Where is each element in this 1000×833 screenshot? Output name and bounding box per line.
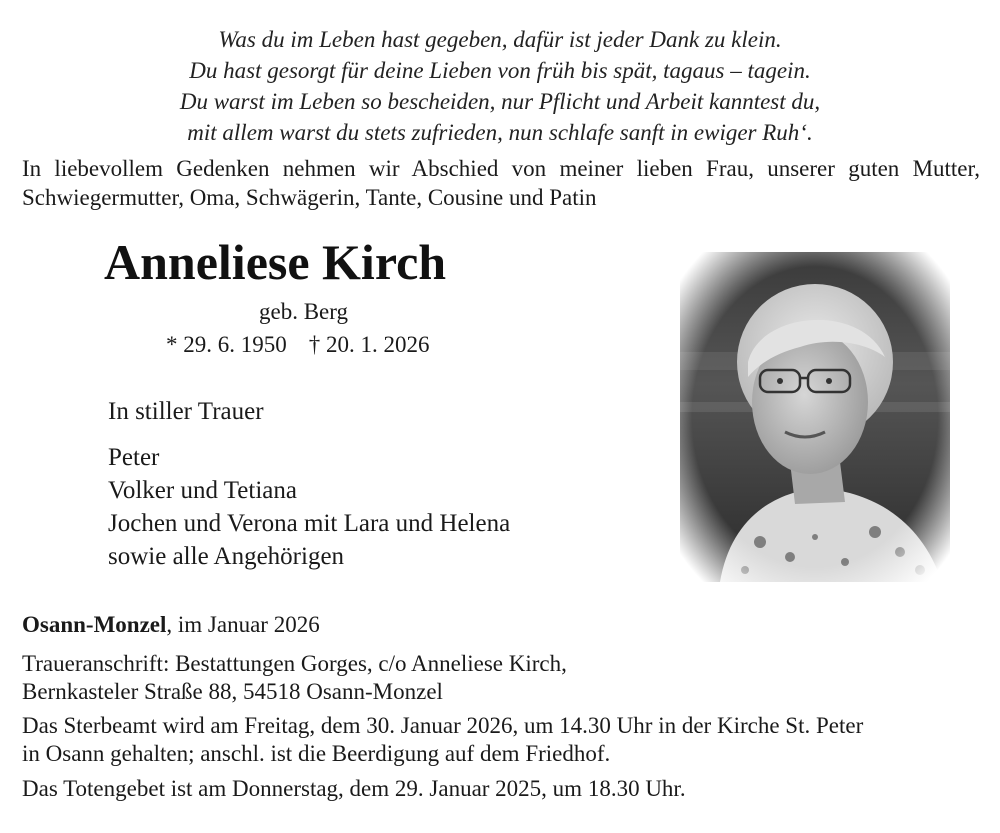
life-dates — [166, 330, 430, 360]
birth-date: * 29. 6. 1950 — [166, 332, 287, 357]
intro-text: In liebevollem Gedenken nehmen wir Abschied von meiner lieben Frau, unserer guten Mutter, Schwiegermutter, Oma, Schwägerin, Tante, Cousine und Patin — [22, 156, 980, 210]
deceased-name: Anneliese Kirch — [104, 234, 447, 290]
mourner: sowie alle Angehörigen — [108, 543, 345, 570]
portrait-illustration — [680, 252, 950, 582]
poem-line: Du hast gesorgt für deine Lieben von früh bis spät, tagaus – tagein. — [189, 58, 811, 83]
service-line: in Osann gehalten; anschl. ist die Beerdigung auf dem Friedhof. — [22, 741, 611, 766]
address-line: Traueranschrift: Bestattungen Gorges, c/o Anneliese Kirch, — [22, 651, 567, 676]
mourning-address — [22, 650, 980, 706]
mourner: Jochen und Verona mit Lara und Helena — [108, 510, 511, 537]
mourners-list — [108, 441, 510, 573]
place-town: Osann-Monzel — [22, 612, 167, 637]
place-month: , im Januar 2026 — [166, 612, 320, 637]
birth-name: geb. Berg — [259, 299, 349, 324]
poem — [0, 24, 1000, 148]
portrait-photo — [680, 252, 950, 582]
mourning-heading: In stiller Trauer — [108, 398, 264, 425]
funeral-service-info — [22, 712, 980, 768]
place-date — [22, 610, 320, 640]
service-line: Das Sterbeamt wird am Freitag, dem 30. Januar 2026, um 14.30 Uhr in der Kirche St. Peter — [22, 713, 864, 738]
mourner: Peter — [108, 444, 160, 471]
death-date: † 20. 1. 2026 — [308, 332, 430, 357]
address-line: Bernkasteler Straße 88, 54518 Osann-Monzel — [22, 679, 443, 704]
prayer-info: Das Totengebet ist am Donnerstag, dem 29. Januar 2025, um 18.30 Uhr. — [22, 776, 686, 801]
poem-line: Du warst im Leben so bescheiden, nur Pflicht und Arbeit kanntest du, — [179, 89, 821, 114]
poem-line: Was du im Leben hast gegeben, dafür ist jeder Dank zu klein. — [218, 27, 782, 52]
poem-line: mit allem warst du stets zufrieden, nun schlafe sanft in ewiger Ruh‘. — [187, 120, 813, 145]
mourner: Volker und Tetiana — [108, 477, 297, 504]
